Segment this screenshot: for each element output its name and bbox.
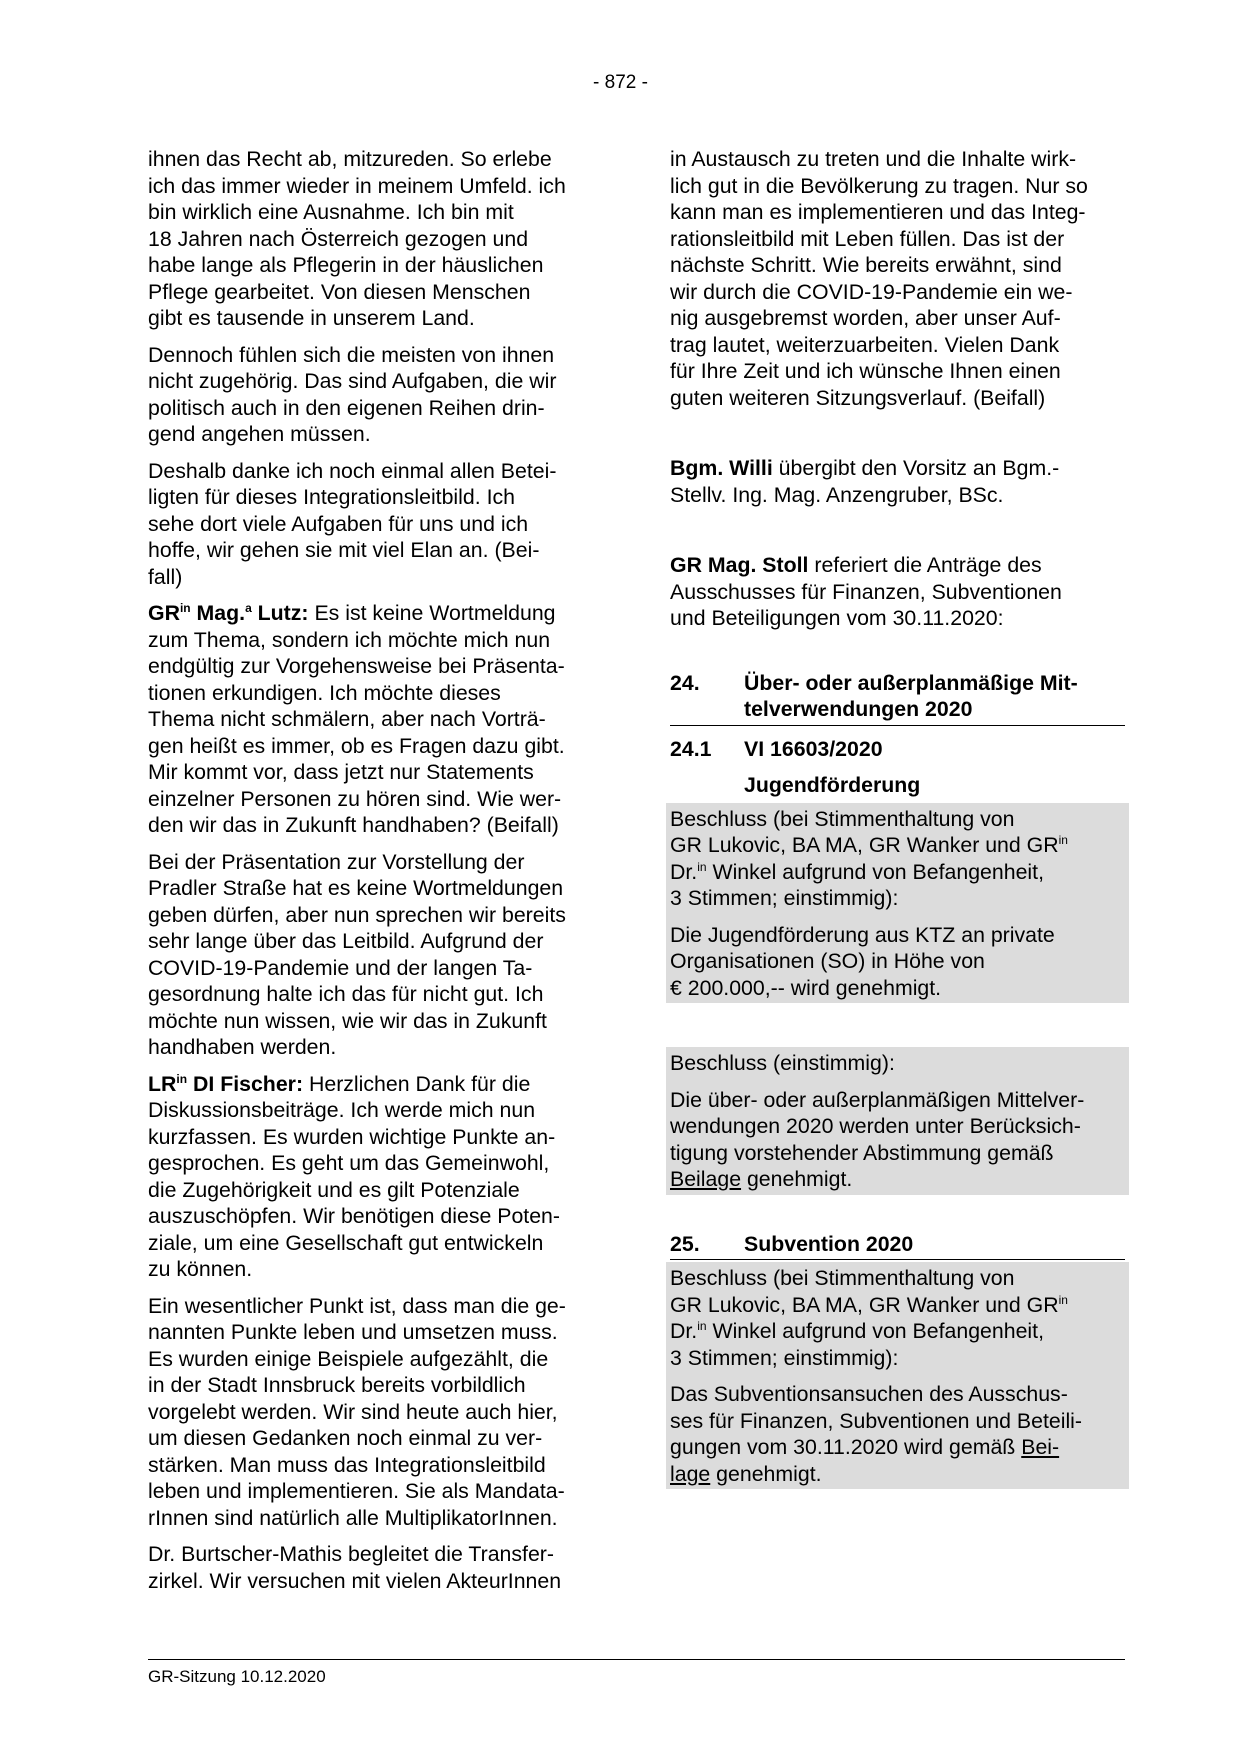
item-title: Über- oder außerplanmäßige Mit- telverwendungen 2020 [744,670,1078,721]
paragraph: in Austausch zu treten und die Inhalte wirk- lich gut in die Bevölkerung zu tragen. Nur so kann man es implementieren und das Integ- rationsleitbild mit Leben füllen. Das ist der nächste Schritt. Wie bereits erwähnt, sind wir durch die COVID-19-Pandemie ein we- nig ausgebremst worden, aber unser Auf- trag lautet, weiterzuarbeiten. Vielen Dank für Ihre Zeit und ich wünsche Ihnen einen guten weiteren Sitzungsverlauf. (Beifall) [670,147,1088,410]
item-25-heading [670,1231,1125,1261]
footer-text: GR-Sitzung 10.12.2020 [148,1667,326,1686]
speaker-name: Bgm. Willi [670,456,773,480]
paragraph: Dennoch fühlen sich die meisten von ihnen nicht zugehörig. Das sind Aufgaben, die wir politisch auch in den eigenen Reihen drin- gend angehen müssen. [148,342,557,446]
item-number: 24. [670,670,700,695]
item-number: 25. [670,1231,700,1256]
left-column [148,146,600,1604]
resolution-text: Die Jugendförderung aus KTZ an private Organisationen (SO) in Höhe von € 200.000,-- wird genehmigt. [670,922,1055,1000]
resolution-box-24-1 [666,803,1129,1004]
speech-lutz [148,600,600,839]
item-24-1-heading [670,736,1125,763]
paragraph: ihnen das Recht ab, mitzureden. So erlebe ich das immer wieder in meinem Umfeld. ich bin wirklich eine Ausnahme. Ich bin mit 18 Jahren nach Österreich gezogen und habe lange als Pflegerin in der häuslichen Pflege gearbeitet. Von diesen Menschen gibt es tausende in unserem Land. [148,147,566,330]
item-title: Jugendförderung [744,773,921,797]
resolution-text: Beschluss (bei Stimmenthaltung von GR Lukovic, BA MA, GR Wanker und $GR^{in}$ Dr.$^{in}$ Winkel aufgrund von Befangenheit, 3 Stimmen; einstimmig): [670,1266,1068,1370]
item-code: VI 16603/2020 [744,736,883,761]
item-number: 24.1 [670,736,712,761]
paragraph: Bei der Präsentation zur Vorstellung der Pradler Straße hat es keine Wortmeldungen geben dürfen, aber nun sprechen wir bereits sehr lange über das Leitbild. Aufgrund der COVID-19-Pandemie und der langen Ta- gesordnung halte ich das für nicht gut. Ich möchte nun wissen, wie wir das in Zukunft handhaben werden. [148,849,566,1059]
paragraph: Ein wesentlicher Punkt ist, dass man die ge- nannten Punkte leben und umsetzen muss. Es wurden einige Beispiele aufgezählt, die in der Stadt Innsbruck bereits vorbildlich vorgelebt werden. Wir sind heute auch hier, um diesen Gedanken noch einmal zu ver- stärken. Man muss das Integrationsleitbild leben und implementieren. Sie als Mandata- rInnen sind natürlich alle MultiplikatorInnen. [148,1293,566,1530]
right-column [670,146,1125,1489]
speech-text: Herzlichen Dank für die Diskussionsbeiträge. Ich werde mich nun kurzfassen. Es wurden wichtige Punkte an- gesprochen. Es geht um das Gemeinwohl, die Zugehörigkeit und es gilt Potenziale auszuschöpfen. Wir benötigen diese Poten- ziale, um eine Gesellschaft gut entwickeln zu können. [148,1071,560,1281]
item-title: Subvention 2020 [744,1231,914,1256]
speaker-name: GR Mag. Stoll [670,553,809,577]
paragraph: Deshalb danke ich noch einmal allen Betei- ligten für dieses Integrationsleitbild. Ich sehe dort viele Aufgaben für uns und ich hoffe, wir gehen sie mit viel Elan an. (Bei- fall) [148,458,557,589]
resolution-box-24 [666,1047,1129,1195]
beilage-link[interactable]: lage [670,1461,711,1486]
page-number: - 872 - [593,72,648,93]
resolution-box-25 [666,1262,1129,1489]
footer-divider [148,1659,1125,1660]
beilage-link[interactable]: Beilage [670,1167,742,1191]
resolution-text: Die über- oder außerplanmäßigen Mittelver- wendungen 2020 werden unter Berücksich- tigung vorstehender Abstimmung gemäß Beilage genehmigt. [670,1087,1085,1191]
resolution-text: Das Subventionsansuchen des Ausschus- ses für Finanzen, Subventionen und Beteili- gungen vom 30.11.2020 wird gemäß Bei- lage genehmigt. [670,1382,1082,1486]
resolution-text: Beschluss (bei Stimmenthaltung von GR Lukovic, BA MA, GR Wanker und $GR^{in}$ Dr.$^{in}$ Winkel aufgrund von Befangenheit, 3 Stimmen; einstimmig): [670,806,1068,910]
paragraph: Dr. Burtscher-Mathis begleitet die Transfer- zirkel. Wir versuchen mit vielen AkteurInnen [148,1542,562,1593]
speech-fischer [148,1071,600,1283]
item-24-heading [670,670,1125,726]
chair-handover: Bgm. Willi übergibt den Vorsitz an Bgm.- Stellv. Ing. Mag. Anzengruber, BSc. [670,456,1060,507]
item-24-1-subtitle [670,772,1125,799]
beilage-link[interactable]: Bei- [1021,1435,1060,1459]
speaker-name: $GR^{in}$ Mag.$^a$ Lutz: [148,601,309,625]
resolution-text: Beschluss (einstimmig): [670,1051,895,1075]
speaker-name: $LR^{in}$ DI Fischer: [148,1071,304,1096]
speech-text: Es ist keine Wortmeldung zum Thema, sondern ich möchte mich nun endgültig zur Vorgehensweise bei Präsenta- tionen erkundigen. Ich möchte dieses Thema nicht schmälern, aber nach Vorträ- gen heißt es immer, ob es Fragen dazu gibt. Mir kommt vor, dass jetzt nur Statements einzelner Personen zu hören sind. Wie wer- den wir das in Zukunft handhaben? (Beifall) [148,601,565,837]
motions-intro: GR Mag. Stoll referiert die Anträge des Ausschusses für Finanzen, Subventionen und Beteiligungen vom 30.11.2020: [670,553,1062,630]
